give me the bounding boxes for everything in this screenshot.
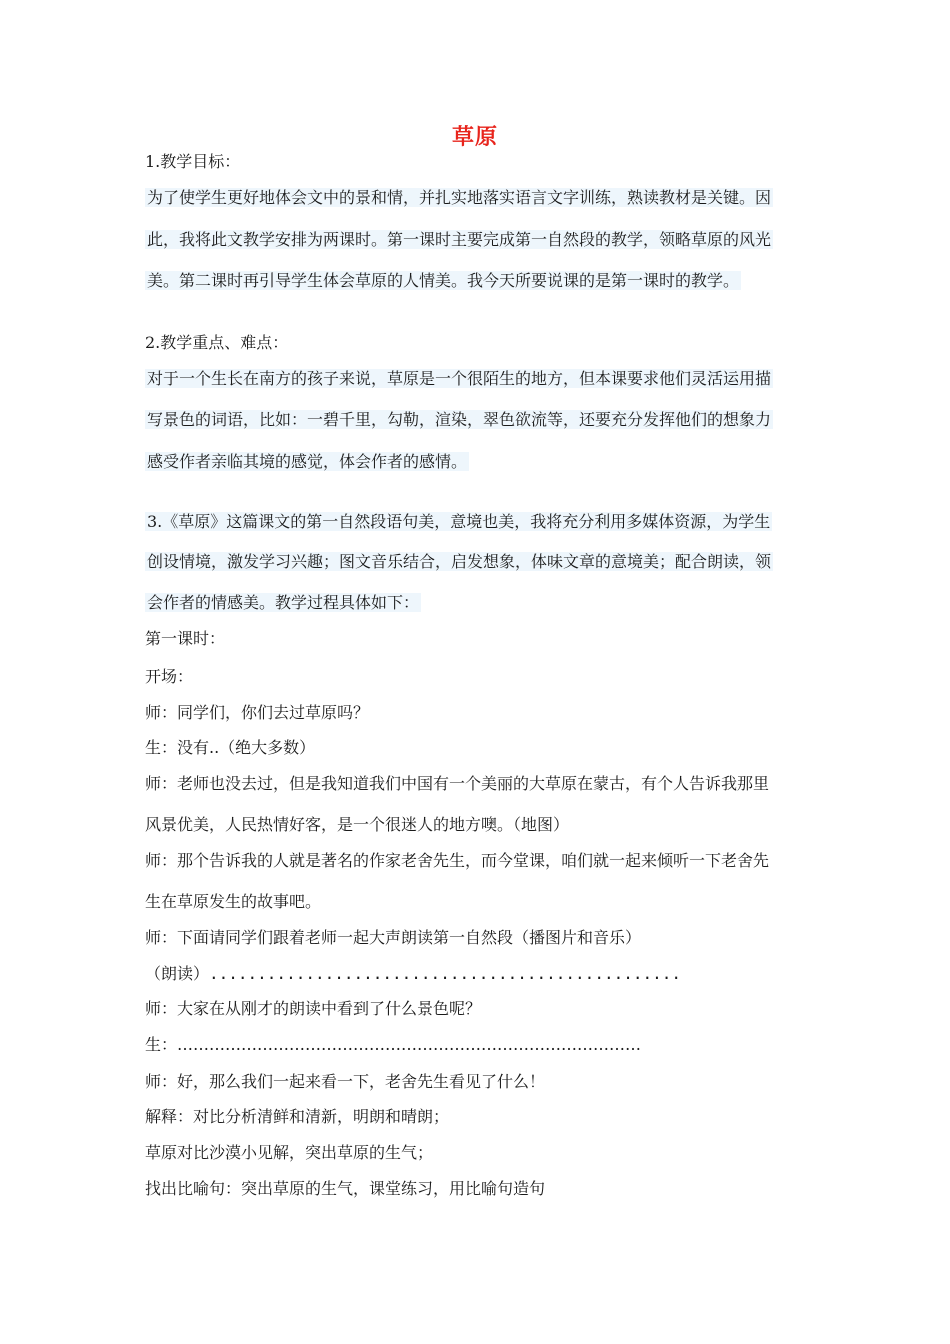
- dialogue-line: 师：同学们，你们去过草原吗？: [145, 703, 370, 722]
- section-heading-key-points: 2.教学重点、难点：: [145, 333, 289, 352]
- dialogue-line: 生：……………………………………………………………………………: [145, 1035, 642, 1054]
- paragraph-line: 3.《草原》这篇课文的第一自然段语句美，意境也美，我将充分利用多媒体资源，为学生: [147, 512, 771, 531]
- dialogue-line: 生：没有..（绝大多数）: [145, 738, 316, 757]
- dialogue-line: （朗读）.................................................: [145, 964, 682, 983]
- section-heading-objectives: 1.教学目标：: [145, 152, 241, 171]
- dialogue-line: 师：大家在从刚才的朗读中看到了什么景色呢？: [145, 999, 482, 1018]
- dialogue-line: 师：好，那么我们一起来看一下，老舍先生看见了什么！: [145, 1072, 546, 1091]
- paragraph-line: 会作者的情感美。教学过程具体如下：: [147, 593, 420, 612]
- explanation-line: 草原对比沙漠小见解，突出草原的生气；: [145, 1143, 434, 1162]
- dialogue-line: 师：老师也没去过，但是我知道我们中国有一个美丽的大草原在蒙古，有个人告诉我那里: [145, 774, 770, 793]
- dialogue-line: 生在草原发生的故事吧。: [145, 892, 322, 911]
- page-title: 草原: [451, 125, 498, 150]
- paragraph-line: 创设情境，激发学习兴趣；图文音乐结合，启发想象，体味文章的意境美；配合朗读，领: [147, 552, 772, 571]
- paragraph-line: 写景色的词语，比如：一碧千里，勾勒，渲染，翠色欲流等，还要充分发挥他们的想象力: [147, 410, 772, 429]
- paragraph-line: 感受作者亲临其境的感觉，体会作者的感情。: [147, 452, 468, 471]
- dialogue-line: 风景优美，人民热情好客，是一个很迷人的地方噢。（地图）: [145, 815, 570, 834]
- paragraph-line: 美。第二课时再引导学生体会草原的人情美。我今天所要说课的是第一课时的教学。: [147, 271, 740, 290]
- paragraph-line: 此，我将此文教学安排为两课时。第一课时主要完成第一自然段的教学，领略草原的风光: [147, 230, 772, 249]
- lesson-label: 第一课时：: [145, 629, 226, 648]
- paragraph-line: 对于一个生长在南方的孩子来说，草原是一个很陌生的地方，但本课要求他们灵活运用描: [147, 369, 772, 388]
- opening-label: 开场：: [145, 667, 194, 686]
- explanation-line: 解释：对比分析清鲜和清新，明朗和晴朗；: [145, 1107, 450, 1126]
- paragraph-line: 为了使学生更好地体会文中的景和情，并扎实地落实语言文字训练，熟读教材是关键。因: [147, 188, 772, 207]
- dialogue-line: 师：下面请同学们跟着老师一起大声朗读第一自然段（播图片和音乐）: [145, 928, 642, 947]
- dialogue-line: 师：那个告诉我的人就是著名的作家老舍先生，而今堂课，咱们就一起来倾听一下老舍先: [145, 851, 770, 870]
- explanation-line: 找出比喻句：突出草原的生气，课堂练习，用比喻句造句: [145, 1179, 546, 1198]
